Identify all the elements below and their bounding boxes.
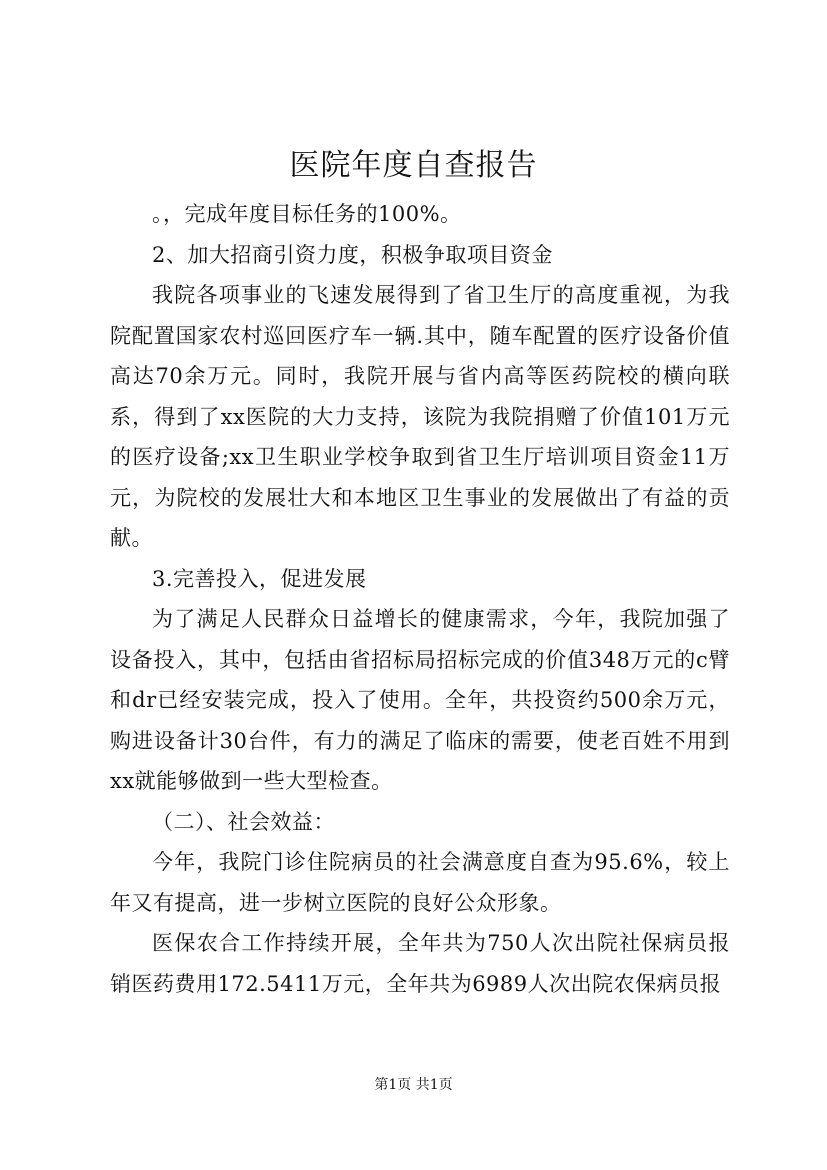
page-title: 医院年度自查报告: [289, 148, 538, 183]
document-body: [110, 194, 730, 1004]
section-heading: （二）、社会效益：: [152, 809, 335, 834]
page-footer: 第1页 共1页: [374, 1077, 453, 1093]
paragraph: 医保农合工作持续开展，全年共为750人次出院社保病员报销医药费用172.5411万元，全年共为6989人次出院农保病员报: [110, 931, 730, 996]
paragraph: 为了满足人民群众日益增长的健康需求，今年，我院加强了设备投入，其中，包括由省招标局招标完成的价值348万元的c臂和dr已经安装完成，投入了使用。全年，共投资约500余万元，购进设备计30台件，有力的满足了临床的需要，使老百姓不用到xx就能够做到一些大型检查。: [110, 607, 730, 793]
section-heading: 2、加大招商引资力度，积极争取项目资金: [152, 242, 553, 267]
paragraph: 。，完成年度目标任务的100%。: [152, 202, 462, 226]
paragraph: 今年，我院门诊住院病员的社会满意度自查为95.6%，较上年又有提高，进一步树立医院的良好公众形象。: [110, 850, 730, 915]
paragraph: 我院各项事业的飞速发展得到了省卫生厅的高度重视，为我院配置国家农村巡回医疗车一辆.其中，随车配置的医疗设备价值高达70余万元。同时，我院开展与省内高等医药院校的横向联系，得到了xx医院的大力支持，该院为我院捐赠了价值101万元的医疗设备;xx卫生职业学校争取到省卫生厅培训项目资金11万元，为院校的发展壮大和本地区卫生事业的发展做出了有益的贡献。: [110, 283, 730, 550]
section-heading: 3.完善投入，促进发展: [152, 566, 367, 591]
